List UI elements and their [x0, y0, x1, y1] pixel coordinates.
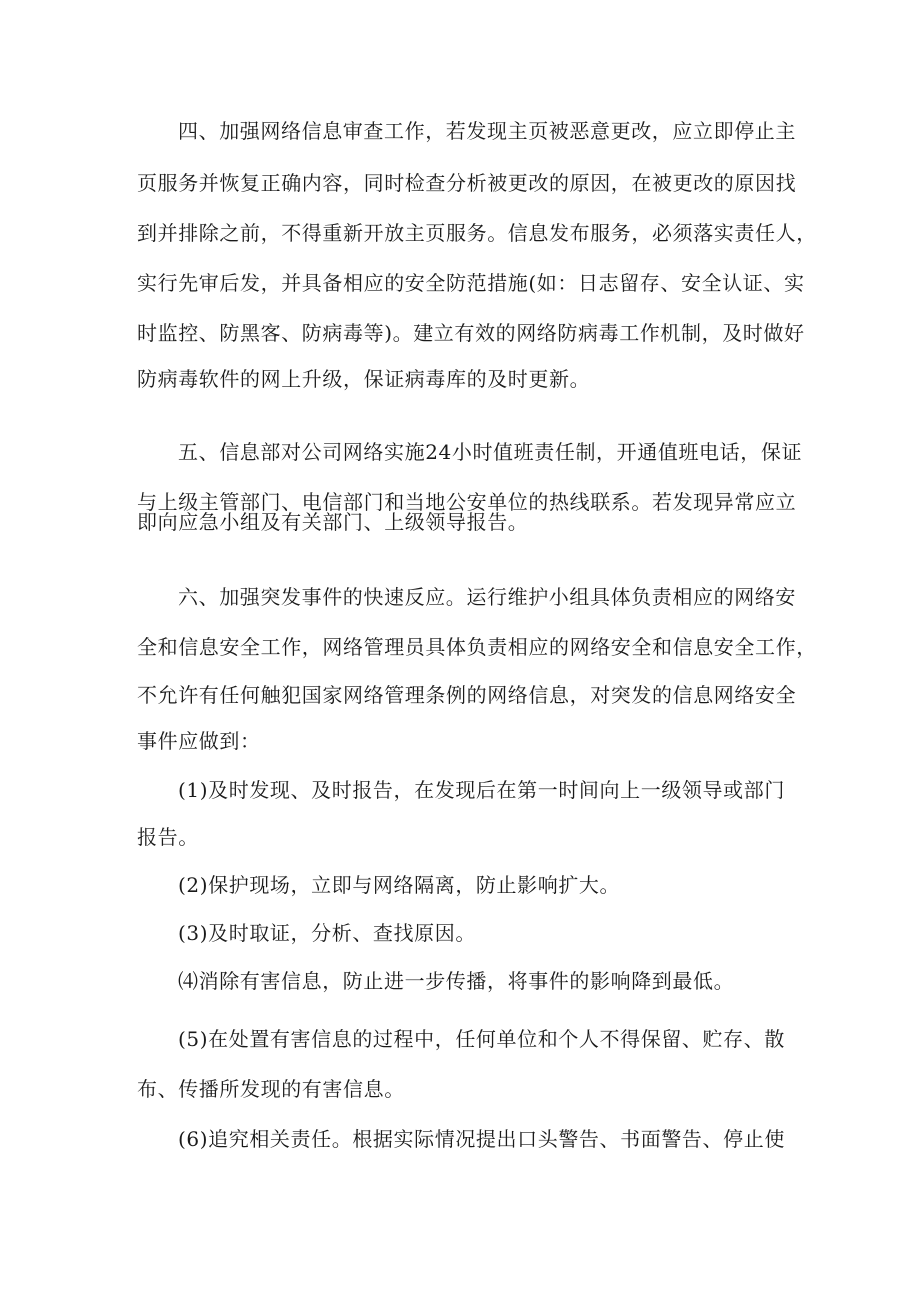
- list-item-5-line-1: (5)在处置有害信息的过程中，任何单位和个人不得保留、贮存、散: [178, 1027, 785, 1051]
- list-item-1-line-2: 报告。: [137, 825, 199, 849]
- paragraph-6-line-2: 全和信息安全工作，网络管理员具体负责相应的网络安全和信息安全工作，: [137, 635, 817, 659]
- paragraph-5-line-3: 即向应急小组及有关部门、上级领导报告。: [137, 510, 529, 534]
- paragraph-5-line-1: 五、信息部对公司网络实施24小时值班责任制，开通值班电话，保证: [178, 440, 803, 464]
- paragraph-6-line-3: 不允许有任何触犯国家网络管理条例的网络信息，对突发的信息网络安全: [137, 683, 797, 707]
- list-item-3: (3)及时取证，分析、查找原因。: [178, 921, 476, 945]
- list-item-5-line-2: 布、传播所发现的有害信息。: [137, 1077, 405, 1101]
- list-item-4: ⑷消除有害信息，防止进一步传播，将事件的影响降到最低。: [178, 969, 735, 993]
- list-item-6-line-1: (6)追究相关责任。根据实际情况提出口头警告、书面警告、停止使: [178, 1127, 785, 1151]
- list-item-2: (2)保护现场，立即与网络隔离，防止影响扩大。: [178, 873, 621, 897]
- paragraph-4-line-1: 四、加强网络信息审查工作，若发现主页被恶意更改，应立即停止主: [178, 119, 796, 143]
- paragraph-4-line-3: 到并排除之前，不得重新开放主页服务。信息发布服务，必须落实责任人，: [137, 221, 817, 245]
- paragraph-6-line-1: 六、加强突发事件的快速反应。运行维护小组具体负责相应的网络安: [178, 585, 796, 609]
- paragraph-5-line-2: 与上级主管部门、电信部门和当地公安单位的热线联系。若发现异常应立: [137, 490, 797, 514]
- paragraph-4-line-4: 实行先审后发，并具备相应的安全防范措施(如：日志留存、安全认证、实: [137, 271, 805, 295]
- paragraph-4-line-5: 时监控、防黑客、防病毒等)。建立有效的网络防病毒工作机制，及时做好: [137, 321, 805, 345]
- paragraph-4-line-2: 页服务并恢复正确内容，同时检查分析被更改的原因，在被更改的原因找: [137, 171, 797, 195]
- paragraph-4-line-6: 防病毒软件的网上升级，保证病毒库的及时更新。: [137, 367, 591, 391]
- list-item-1-line-1: (1)及时发现、及时报告，在发现后在第一时间向上一级领导或部门: [178, 778, 785, 802]
- paragraph-6-line-4: 事件应做到：: [137, 729, 261, 753]
